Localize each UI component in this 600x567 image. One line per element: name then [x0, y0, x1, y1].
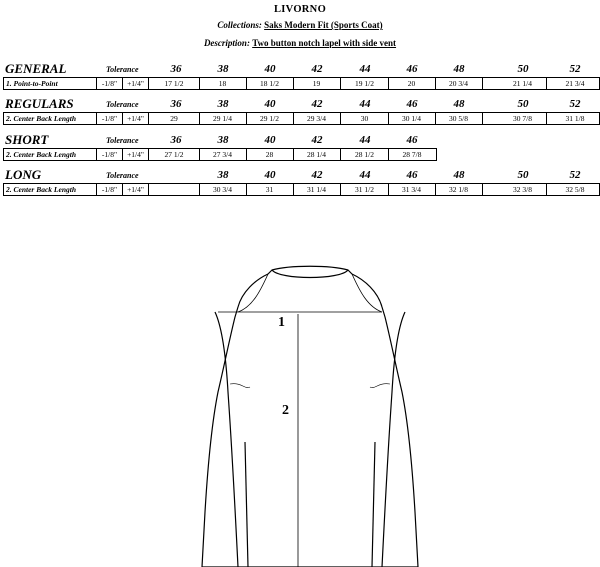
measurement-label-2: 2: [282, 403, 289, 418]
size-header: 52: [569, 63, 581, 75]
tolerance-label: Tolerance: [106, 136, 139, 145]
value-cell: 32 1/8: [435, 184, 483, 195]
measurement-label: 1. Point-to-Point: [4, 78, 97, 89]
value-cell: 18 1/2: [246, 78, 294, 89]
shoulder-seam-right: [352, 274, 382, 312]
value-cell: 30 7/8: [499, 113, 547, 124]
value-cell: 29 1/2: [246, 113, 294, 124]
size-header: 36: [170, 63, 182, 75]
tolerance-minus: -1/8": [97, 184, 123, 195]
jacket-outline: [202, 266, 418, 567]
size-header: 48: [453, 63, 465, 75]
size-header: 40: [264, 63, 276, 75]
tolerance-plus: +1/4": [123, 184, 149, 195]
tolerance-minus: -1/8": [97, 149, 123, 160]
value-cell: [149, 184, 200, 195]
section-long: [3, 167, 597, 196]
value-cell: 29 1/4: [199, 113, 247, 124]
value-cell: 28 1/4: [293, 149, 341, 160]
size-header: 38: [217, 63, 229, 75]
description-line: [0, 38, 600, 48]
value-cell: 27 1/2: [149, 149, 200, 160]
value-cell: 31 1/8: [565, 114, 585, 123]
value-cell: 30 3/4: [199, 184, 247, 195]
tolerance-label: Tolerance: [106, 171, 139, 180]
tolerance-plus: +1/4": [123, 78, 149, 89]
value-cell: 20 3/4: [435, 78, 483, 89]
size-header: 38: [217, 134, 229, 146]
size-header: 38: [217, 169, 229, 181]
size-header: 38: [217, 98, 229, 110]
size-header: 42: [311, 98, 323, 110]
section-short: [3, 132, 597, 161]
section-header: [3, 167, 597, 183]
value-cell: 30 5/8: [435, 113, 483, 124]
value-cell: 21 3/4: [565, 79, 585, 88]
measurement-row: [3, 112, 600, 125]
value-cell: 28 7/8: [402, 150, 422, 159]
value-cell: 20: [388, 78, 436, 89]
value-cell: 30: [341, 113, 389, 124]
size-header: 46: [406, 134, 418, 146]
left-armhole: [215, 312, 238, 567]
measurement-label: 2. Center Back Length: [4, 149, 97, 160]
tolerance-minus: -1/8": [97, 113, 123, 124]
value-cell: 21 1/4: [499, 78, 547, 89]
value-cell: 28 1/2: [341, 149, 389, 160]
tolerance-plus: +1/4": [123, 113, 149, 124]
tolerance-label: Tolerance: [106, 65, 139, 74]
value-cell: 30 1/4: [388, 113, 436, 124]
size-header: 42: [311, 63, 323, 75]
value-cell: 18: [199, 78, 247, 89]
value-cell: 19 1/2: [341, 78, 389, 89]
section-name: GENERAL: [5, 61, 67, 76]
size-header: 44: [359, 134, 371, 146]
size-header: 52: [569, 169, 581, 181]
size-header: 40: [264, 98, 276, 110]
value-cell: 31: [246, 184, 294, 195]
value-cell: 32 3/8: [499, 184, 547, 195]
value-cell: 31 3/4: [388, 184, 436, 195]
value-cell: 28: [246, 149, 294, 160]
size-header: 44: [359, 98, 371, 110]
value-cell: 31 1/2: [341, 184, 389, 195]
collar-line: [272, 270, 348, 278]
doc-title: LIVORNO: [273, 4, 327, 15]
size-header: 52: [569, 98, 581, 110]
section-general: [3, 61, 597, 90]
measurement-row: [3, 148, 437, 161]
size-header: 48: [453, 98, 465, 110]
section-name: SHORT: [5, 132, 49, 147]
measurement-row: [3, 77, 600, 90]
left-side-vent: [245, 442, 248, 567]
value-cell: 32 5/8: [565, 185, 585, 194]
value-cell: 19: [293, 78, 341, 89]
size-header: 36: [170, 134, 182, 146]
size-header: 46: [406, 63, 418, 75]
size-header: 46: [406, 98, 418, 110]
collections-value: Saks Modern Fit (Sports Coat): [264, 20, 383, 30]
section-header: [3, 61, 597, 77]
size-header: 42: [311, 134, 323, 146]
size-header: 50: [517, 63, 529, 75]
size-header: 44: [359, 63, 371, 75]
collections-label: Collections:: [217, 20, 262, 30]
value-cell: 29: [149, 113, 200, 124]
collections-line: [0, 20, 600, 30]
size-header: 40: [264, 169, 276, 181]
section-header: [3, 132, 597, 148]
value-cell: 31 1/4: [293, 184, 341, 195]
value-cell: 27 3/4: [199, 149, 247, 160]
measurement-label: 2. Center Back Length: [4, 113, 97, 124]
tolerance-plus: +1/4": [123, 149, 149, 160]
size-header: 36: [170, 98, 182, 110]
shoulder-seam: [238, 274, 268, 312]
description-value: Two button notch lapel with side vent: [252, 38, 397, 48]
right-side-vent: [372, 442, 375, 567]
size-header: 46: [406, 169, 418, 181]
tolerance-label: Tolerance: [106, 100, 139, 109]
jacket-back-diagram: [190, 262, 430, 567]
section-name: LONG: [5, 167, 42, 182]
size-header: 40: [264, 134, 276, 146]
size-header: 50: [517, 98, 529, 110]
section-header: [3, 96, 597, 112]
measurement-label: 2. Center Back Length: [4, 184, 97, 195]
value-cell: 29 3/4: [293, 113, 341, 124]
size-header: 42: [311, 169, 323, 181]
size-header: 48: [453, 169, 465, 181]
right-armhole: [382, 312, 405, 567]
right-wrinkle: [370, 384, 390, 388]
tolerance-minus: -1/8": [97, 78, 123, 89]
section-name: REGULARS: [5, 96, 74, 111]
measurement-row: [3, 183, 600, 196]
section-regulars: [3, 96, 597, 125]
size-header: 44: [359, 169, 371, 181]
measurement-label-1: 1: [278, 315, 285, 330]
size-header: 50: [517, 169, 529, 181]
left-wrinkle: [230, 384, 250, 388]
description-label: Description:: [203, 38, 250, 48]
value-cell: 17 1/2: [149, 78, 200, 89]
